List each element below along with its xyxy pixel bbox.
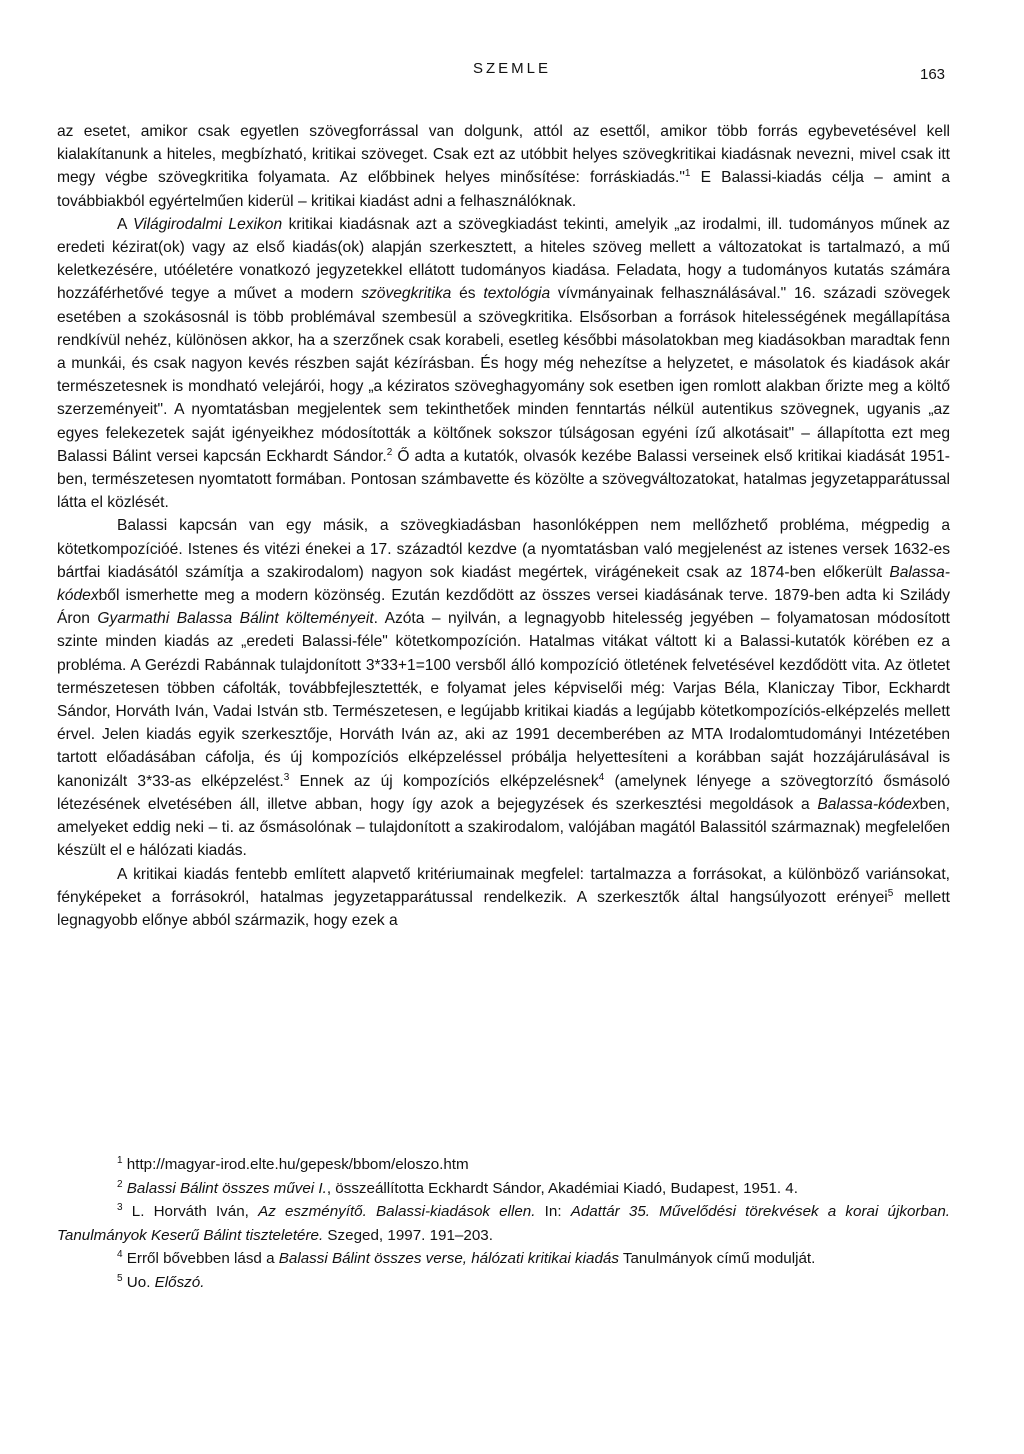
footnotes	[57, 1153, 950, 1294]
footnote-3: $^3$ L. Horváth Iván, Az eszményítő. Balassi-kiadások ellen. In: Adattár 35. Művelődési törekvések a korai újkorban. Tanulmányok Keserű Bálint tiszteletére. Szeged, 1997. 191–203.	[57, 1201, 951, 1244]
footnote-ref-5: 5	[887, 887, 894, 899]
lexikon-title: Világirodalmi Lexikon	[132, 215, 283, 233]
footnote-2: $^2$ Balassi Bálint összes művei I., összeállította Eckhardt Sándor, Akadémiai Kiadó, Budapest, 1951. 4.	[117, 1178, 798, 1197]
footnote-ref-3: 3	[283, 771, 290, 783]
footnote-5: $^5$ Uo. Előszó.	[117, 1272, 205, 1291]
footnote-link[interactable]: http://magyar-irod.elte.hu/gepesk/bbom/eloszo.htm	[122, 1156, 469, 1173]
footnote-4: $^4$ Erről bővebben lásd a Balassi Bálint összes verse, hálózati kritikai kiadás Tanulmányok című modulját.	[117, 1248, 816, 1267]
paragraph-2: A Világirodalmi Lexikon kritikai kiadásnak azt a szövegkiadást tekinti, amelyik „az irodalmi, ill. tudományos műnek az eredeti kézirat(ok) vagy az első kiadás(ok) alapján szerkesztett, a hiteles szöveg mellett a változatokat is tartalmazó, a mű keletkezésére, utóéletére vonatkozó jegyzetekkel ellátott tudományos kiadása. Feladata, hogy a tudományos kutatás számára hozzáférhetővé tegye a művet a modern szövegkritika és textológia vívmányainak felhasználásával." 16. századi szövegek esetében a szokásosnál is több problémával szembesül a szövegkritika. Elsősorban a források hitelességének megállapítása rendkívül nehéz, különösen akkor, ha a szerzőnek csak korabeli, esetleg későbbi másolatokban meg kiadásokban maradtak fenn a munkái, és csak nagyon kevés részben saját kézírásban. És hogy még nehezítse a helyzetet, e másolatok és kiadások akár természetesnek is mondható velejárói, hogy „a kéziratos szöveghagyomány sok esetben igen romlott alakban őrizte meg a költő szerzeményeit". A nyomtatásban megjelentek sem tekinthetőek minden fenntartás nélkül autentikus szövegnek, ugyanis „az egyes felekezetek saját igényeikhez módosították a költőnek sokszor túlságosan egyéni ízű alkotásait" – állapította ezt meg Balassi Bálint versei kapcsán Eckhardt Sándor.$^2$ Ő adta a kutatók, olvasók kezébe Balassi verseinek első kritikai kiadását 1951-ben, természetesen nyomtatott formában. Pontosan számbavette és közölte a szövegváltozatokat, hatalmas jegyzetapparátussal látta el közlését.	[57, 215, 950, 512]
body-text	[57, 120, 950, 932]
footnote-1: $^1$ http://magyar-irod.elte.hu/gepesk/bbom/eloszo.htm	[117, 1154, 469, 1173]
running-title: SZEMLE	[472, 60, 551, 77]
footnote-ref-1: 1	[684, 168, 691, 180]
paragraph-1: az esetet, amikor csak egyetlen szövegforrással van dolgunk, attól az esettől, amikor több forrás egybevetésével kell kialakítanunk a hiteles, megbízható, kritikai szöveget. Csak ezt az utóbbit helyes szövegkritikai kiadásnak nevezni, mivel csak itt megy végbe szövegkritika folyamata. Az előbbinek helyes minősítése: forráskiadás."$^1$ E Balassi-kiadás célja – amint a továbbiakból egyértelműen kiderül – kritikai kiadást adni a felhasználóknak.	[57, 123, 950, 210]
footnote-ref-4: 4	[598, 771, 605, 783]
paragraph-4: A kritikai kiadás fentebb említett alapvető kritériumainak megfelel: tartalmazza a forrásokat, a különböző variánsokat, fényképeket a forrásokról, hatalmas jegyzetapparátussal rendelkezik. A szerkesztők által hangsúlyozott erényei$^5$ mellett legnagyobb előnye abból származik, hogy ezek a	[57, 865, 950, 929]
page-number: 163	[920, 66, 946, 83]
paragraph-3: Balassi kapcsán van egy másik, a szövegkiadásban hasonlóképpen nem mellőzhető probléma, mégpedig a kötetkompozícióé. Istenes és vitézi énekei a 17. századtól kezdve (a nyomtatásban való megjelenést az istenes versek 1632-es bártfai kiadásától számítja a szakirodalom) nagyon sok kiadást megértek, virágénekeit csak az 1874-ben előkerült Balassa-kódexből ismerhette meg a modern közönség. Ezután kezdődött az összes versei kiadásának terve. 1879-ben adta ki Szilády Áron Gyarmathi Balassa Bálint költeményeit. Azóta – nyilván, a legnagyobb hitelesség jegyében – folyamatosan módosított szinte minden kiadás az „eredeti Balassi-féle" kötetkompozíción. Hatalmas vitákat váltott ki a Balassi-kutatók körében ez a probléma. A Gerézdi Rabánnak tulajdonított 3*33+1=100 versből álló kompozíció ötletének felvetésével kezdődött vita. Az ötletet természetesen többen cáfolták, továbbfejlesztették, e folyamat jeles képviselői még: Varjas Béla, Klaniczay Tibor, Eckhardt Sándor, Horváth Iván, Vadai István stb. Természetesen, e legújabb kritikai kiadás a legújabb kötetkompozíciós-elképzelés mellett érvel. Jelen kiadás egyik szerkesztője, Horváth Iván az, aki az 1991 decemberében az MTA Irodalomtudományi Intézetében tartott előadásában cáfolja, és új kompozíciós elképzeléssel próbálja helyettesíteni a korábban saját hozzájárulásával is kanonizált 3*33-as elképzelést.$^3$ Ennek az új kompozíciós elképzelésnek$^4$ (amelynek lényege a szövegtorzító ősmásoló létezésének elvetésében áll, illetve abban, hogy így azok a bejegyzések és szerkesztési megoldások a Balassa-kódexben, amelyeket eddig neki – ti. az ősmásolónak – tulajdonított a szakirodalom, valójában magától Balassitól származnak) megfelelően készült el e hálózati kiadás.	[57, 517, 950, 860]
footnote-ref-2: 2	[386, 446, 393, 458]
